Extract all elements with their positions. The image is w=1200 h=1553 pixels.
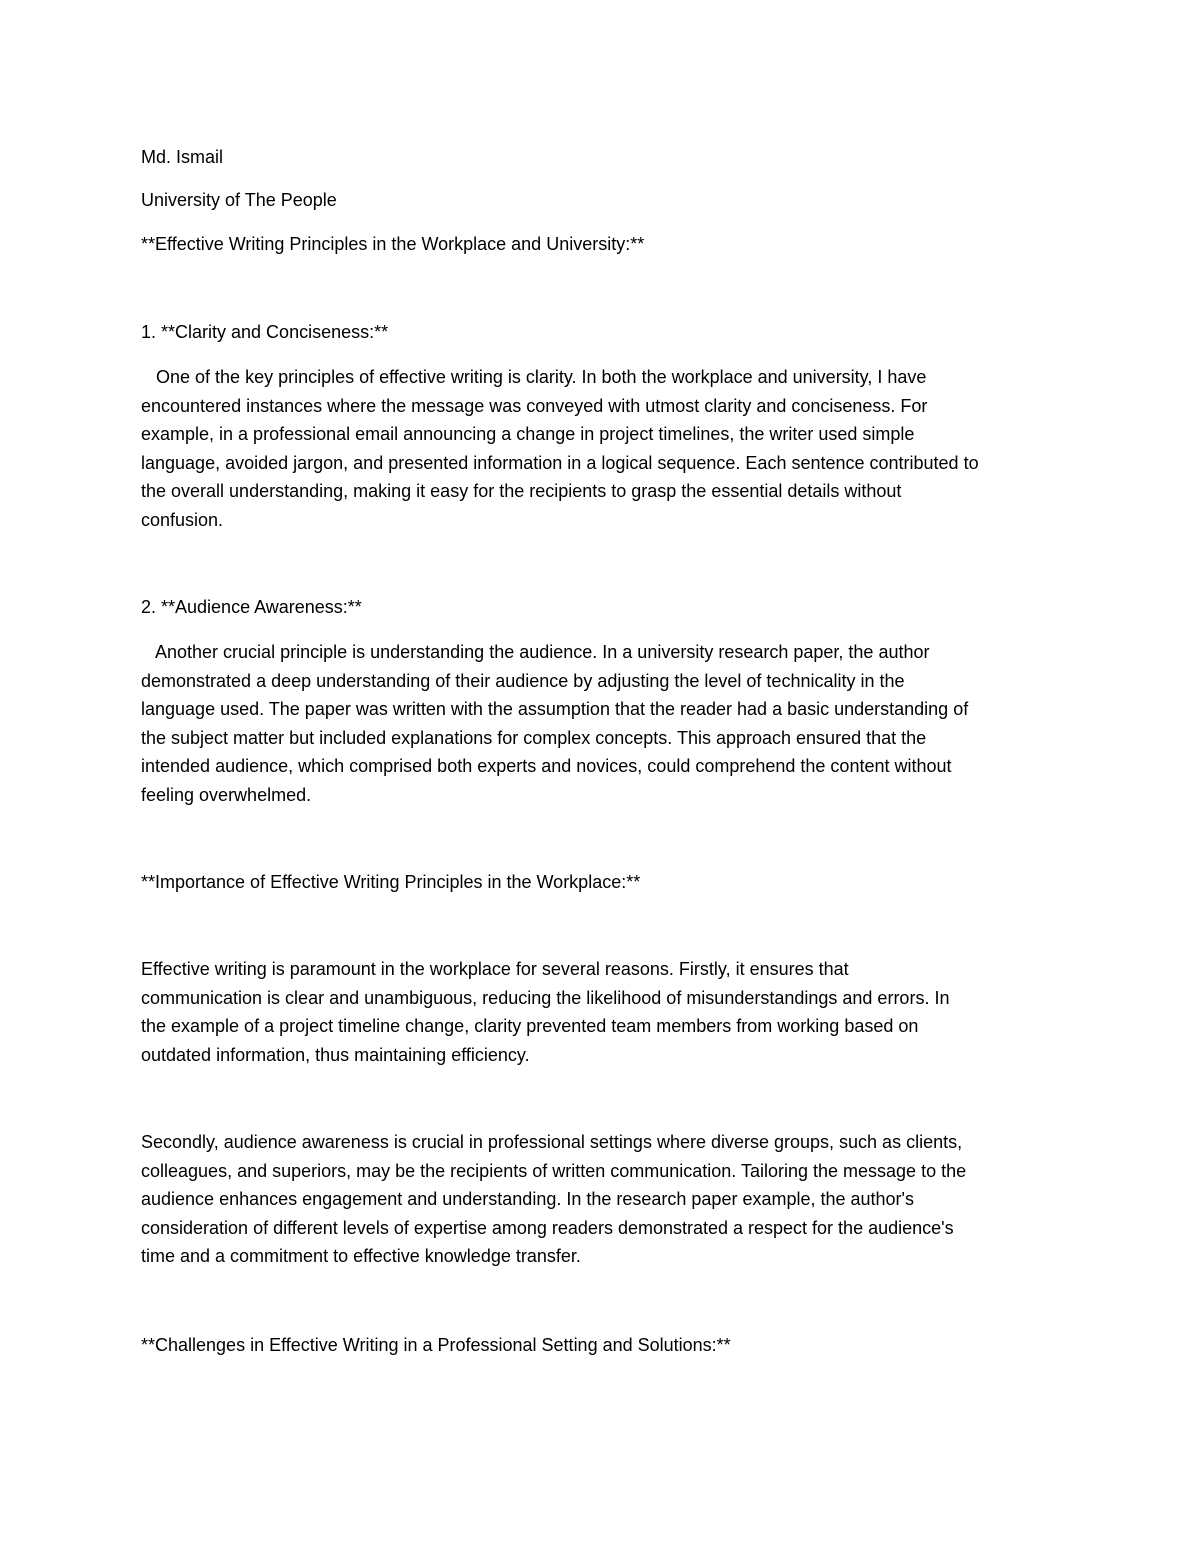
paragraph-line: confusion.: [141, 509, 224, 530]
author-name: Md. Ismail: [141, 147, 224, 167]
section-heading-audience: 2. **Audience Awareness:**: [141, 597, 362, 617]
paragraph-line: colleagues, and superiors, may be the recipients of written communication. Tailoring the message to the: [141, 1160, 967, 1181]
paragraph-line: Another crucial principle is understanding the audience. In a university research paper, the author: [141, 642, 930, 662]
paragraph-line: time and a commitment to effective knowledge transfer.: [141, 1246, 581, 1267]
section-heading-clarity: 1. **Clarity and Conciseness:**: [141, 322, 389, 342]
paragraph-line: One of the key principles of effective writing is clarity. In both the workplace and university, I have: [141, 367, 927, 387]
paragraph-line: demonstrated a deep understanding of their audience by adjusting the level of technicality in the: [141, 670, 905, 691]
paragraph-line: feeling overwhelmed.: [141, 784, 312, 805]
paragraph-importance-2: [141, 1128, 1071, 1271]
section-heading-importance: **Importance of Effective Writing Principles in the Workplace:**: [141, 872, 641, 892]
paragraph-line: intended audience, which comprised both experts and novices, could comprehend the content without: [141, 756, 952, 777]
paragraph-line: example, in a professional email announcing a change in project timelines, the writer used simple: [141, 424, 915, 445]
paragraph-line: the overall understanding, making it easy for the recipients to grasp the essential details without: [141, 481, 902, 502]
paragraph-line: Secondly, audience awareness is crucial in professional settings where diverse groups, such as clients,: [141, 1132, 963, 1152]
paragraph-line: outdated information, thus maintaining efficiency.: [141, 1044, 530, 1065]
paragraph-line: Effective writing is paramount in the workplace for several reasons. Firstly, it ensures that: [141, 959, 849, 979]
paragraph-clarity: [141, 363, 1071, 535]
paragraph-line: the example of a project timeline change, clarity prevented team members from working based on: [141, 1016, 919, 1037]
paragraph-line: language, avoided jargon, and presented information in a logical sequence. Each sentence contributed to: [141, 452, 979, 473]
section-heading-challenges: **Challenges in Effective Writing in a Professional Setting and Solutions:**: [141, 1335, 731, 1355]
paragraph-line: audience enhances engagement and understanding. In the research paper example, the author's: [141, 1189, 914, 1210]
paragraph-audience: [141, 638, 1071, 810]
paragraph-line: language used. The paper was written with the assumption that the reader had a basic understanding of: [141, 699, 969, 720]
paragraph-line: consideration of different levels of expertise among readers demonstrated a respect for the audience's: [141, 1217, 954, 1238]
paragraph-importance-1: [141, 955, 1071, 1069]
paragraph-line: communication is clear and unambiguous, reducing the likelihood of misunderstandings and errors. In: [141, 987, 950, 1008]
paragraph-line: the subject matter but included explanations for complex concepts. This approach ensured that the: [141, 727, 927, 748]
document-title: **Effective Writing Principles in the Workplace and University:**: [141, 234, 645, 254]
institution-name: University of The People: [141, 190, 337, 210]
paragraph-line: encountered instances where the message was conveyed with utmost clarity and conciseness. For: [141, 395, 928, 416]
